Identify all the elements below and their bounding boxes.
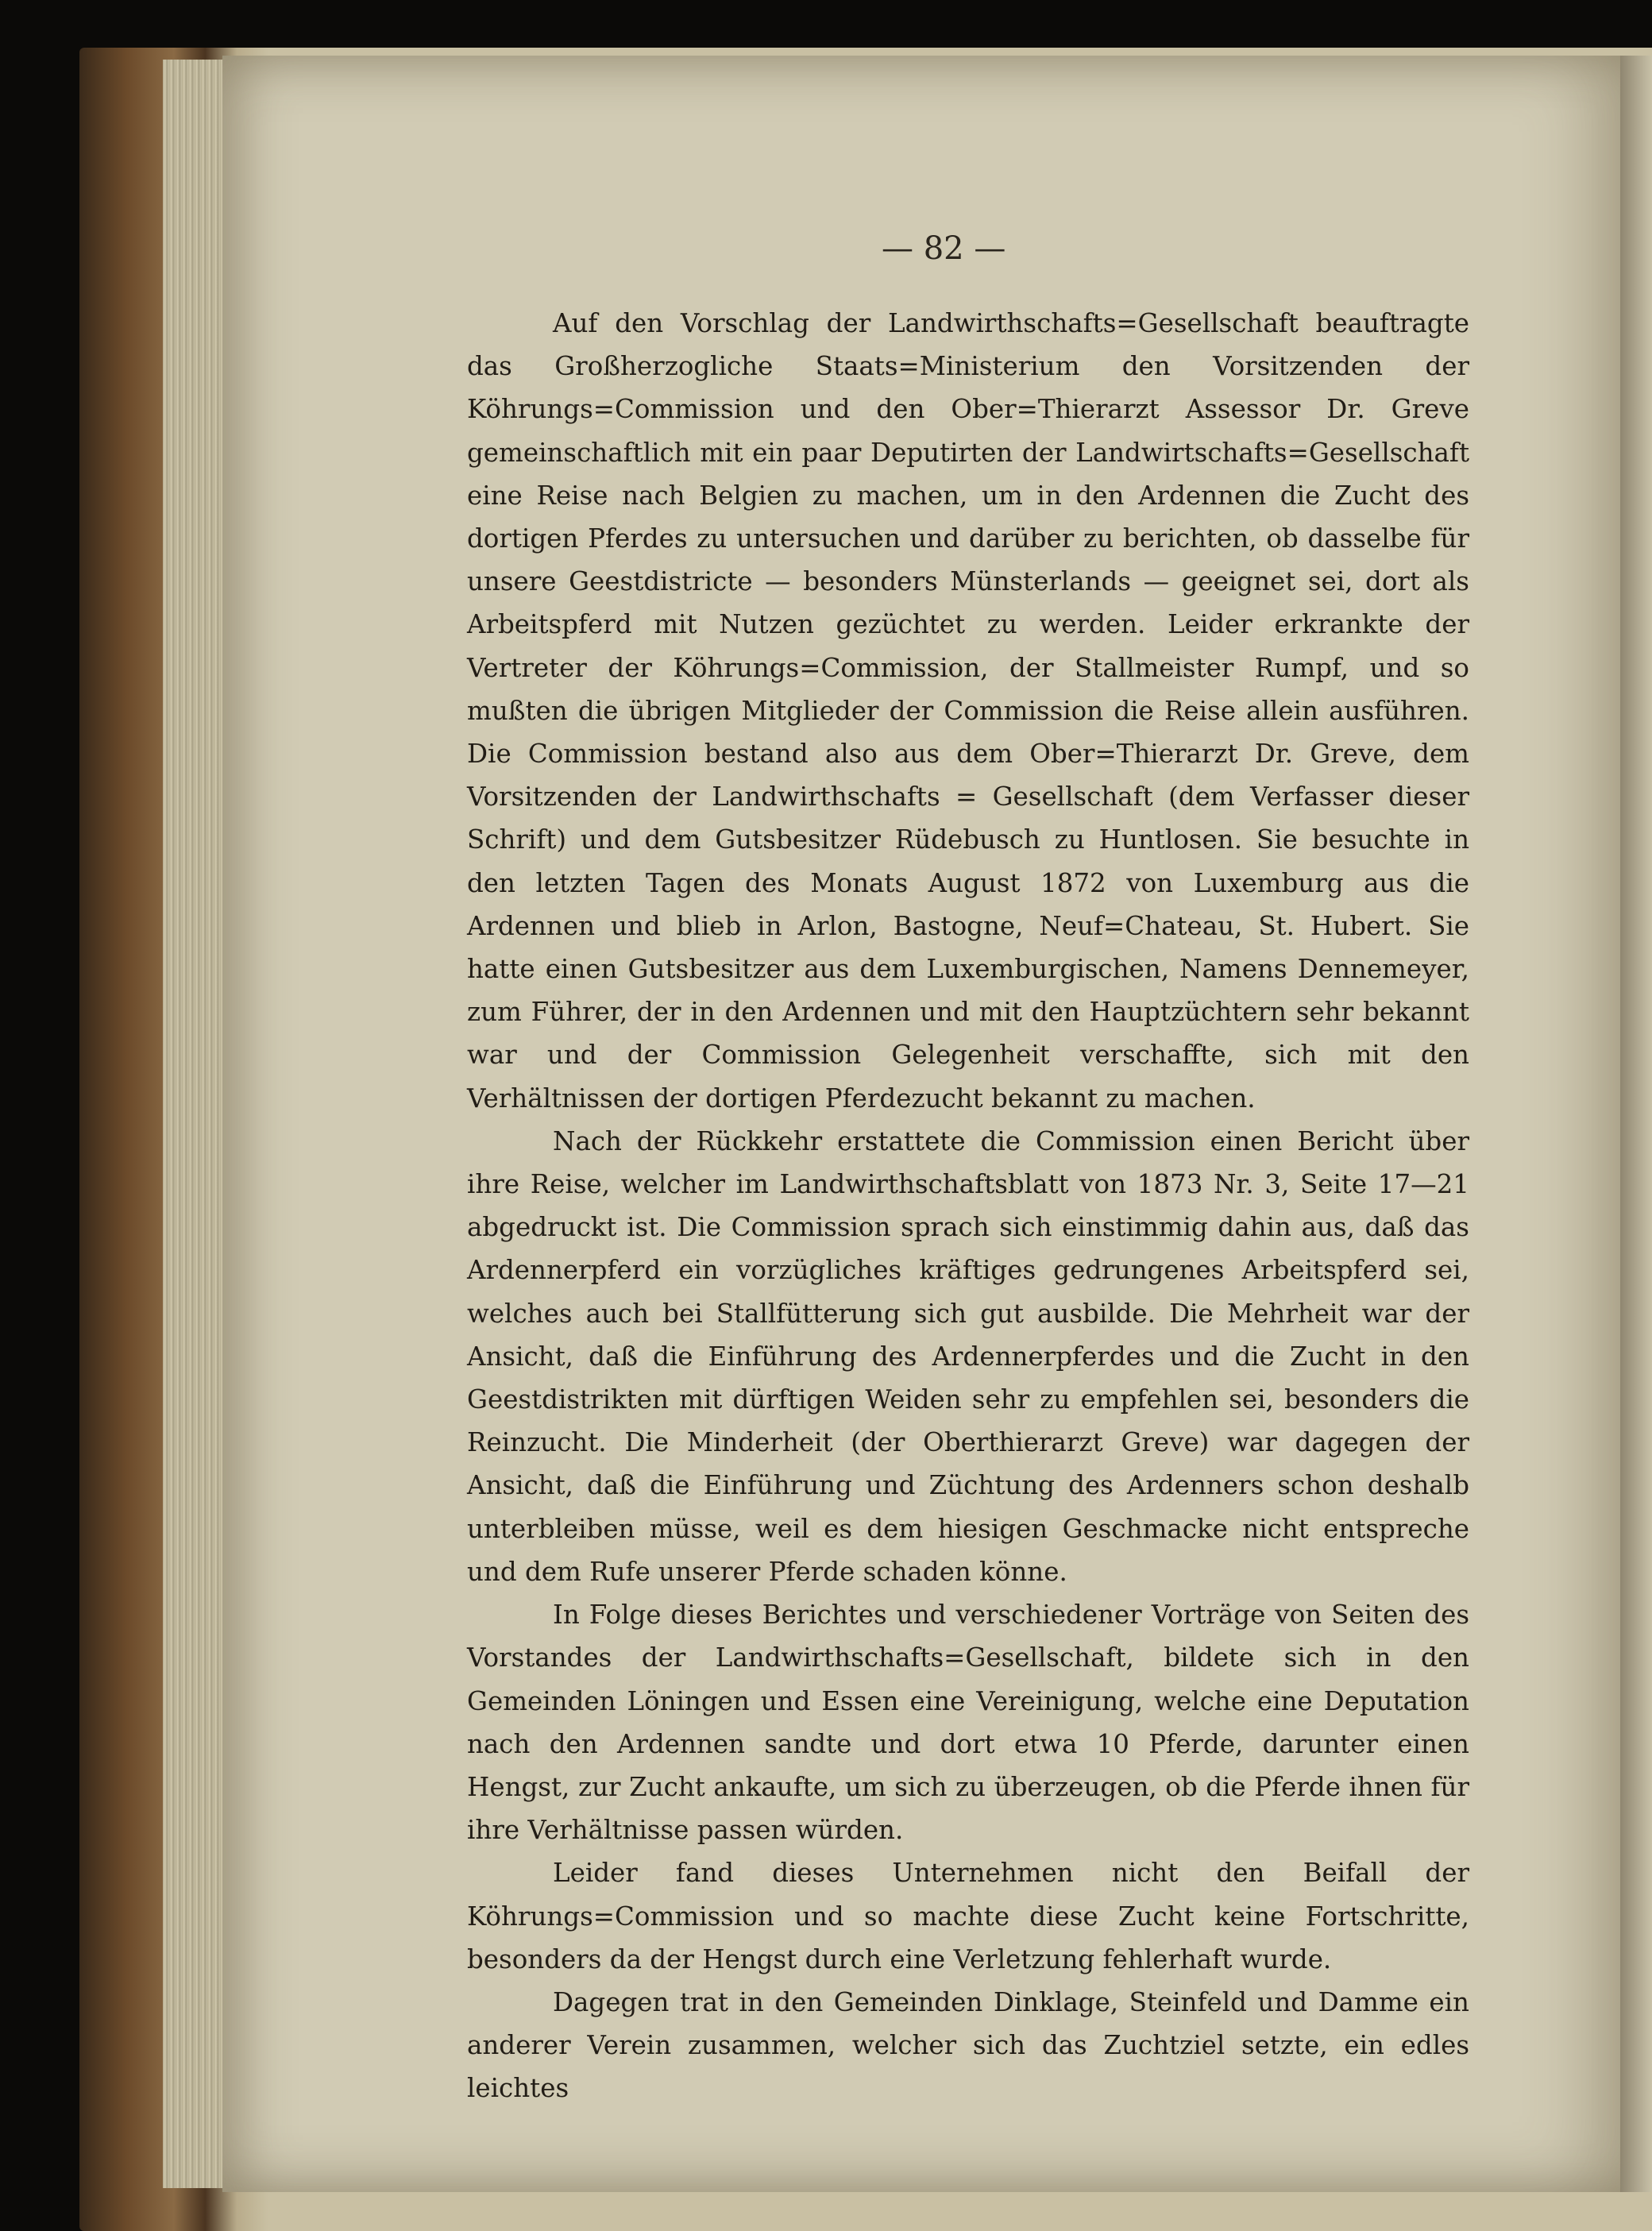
paragraph: Nach der Rückkehr erstattete die Commission einen Bericht über ihre Reise, welcher im Landwirthschaftsblatt von 1873 Nr. 3, Seite 17—21 abgedruckt ist. Die Commission sprach sich einstimmig dahin aus, daß das Ardennerpferd ein vorzügliches kräftiges gedrungenes Arbeitspferd sei, welches auch bei Stallfütterung sich gut ausbilde. Die Mehrheit war der Ansicht, daß die Einführung des Ardennerpferdes und die Zucht in den Geestdistrikten mit dürftigen Weiden sehr zu empfehlen sei, besonders die Reinzucht. Die Minderheit (der Oberthierarzt Greve) war dagegen der Ansicht, daß die Einführung und Züchtung des Ardenners schon deshalb unterbleiben müsse, weil es dem hiesigen Geschmacke nicht entspreche und dem Rufe unserer Pferde schaden könne. <box>467 1125 1469 1587</box>
paragraph: Leider fand dieses Unternehmen nicht den Beifall der Köhrungs=Commission und so machte diese Zucht keine Fortschritte, besonders da der Hengst durch eine Verletzung fehlerhaft wurde. <box>467 1858 1469 1974</box>
page-number: — 82 — <box>882 230 1006 267</box>
paragraph: In Folge dieses Berichtes und verschiedener Vorträge von Seiten des Vorstandes der Landwirthschafts=Gesellschaft, bildete sich in den Gemeinden Löningen und Essen eine Vereinigung, welche eine Deputation nach den Ardennen sandte und dort etwa 10 Pferde, darunter einen Hengst, zur Zucht ankaufte, um sich zu überzeugen, ob die Pferde ihnen für ihre Verhältnisse passen würden. <box>467 1600 1469 1846</box>
paragraph: Auf den Vorschlag der Landwirthschafts=Gesellschaft beauftragte das Großherzogliche Staats=Ministerium den Vorsitzenden der Köhrungs=Commission und den Ober=Thierarzt Assessor Dr. Greve gemeinschaftlich mit ein paar Deputirten der Landwirtschafts=Gesellschaft eine Reise nach Belgien zu machen, um in den Ardennen die Zucht des dortigen Pferdes zu untersuchen und darüber zu berichten, ob dasselbe für unsere Geestdistricte — besonders Münsterlands — geeignet sei, dort als Arbeitspferd mit Nutzen gezüchtet zu werden. Leider erkrankte der Vertreter der Köhrungs=Commission, der Stallmeister Rumpf, und so mußten die übrigen Mitglieder der Commission die Reise allein ausführen. Die Commission bestand also aus dem Ober=Thierarzt Dr. Greve, dem Vorsitzenden der Landwirthschafts = Gesellschaft (dem Verfasser dieser Schrift) und dem Gutsbesitzer Rüdebusch zu Huntlosen. Sie besuchte in den letzten Tagen des Monats August 1872 von Luxemburg aus die Ardennen und blieb in Arlon, Bastogne, Neuf=Chateau, St. Hubert. Sie hatte einen Gutsbesitzer aus dem Luxemburgischen, Namens Dennemeyer, zum Führer, der in den Ardennen und mit den Hauptzüchtern sehr bekannt war und der Commission Gelegenheit verschaffte, sich mit den Verhältnissen der dortigen Pferdezucht bekannt zu machen. <box>467 308 1469 1114</box>
paragraph: Dagegen trat in den Gemeinden Dinklage, Steinfeld und Damme ein anderer Verein zusammen, welcher sich das Zuchtziel setzte, ein edles leichtes <box>467 1986 1469 2104</box>
facing-page-edge <box>1620 56 1652 2192</box>
body-text <box>467 302 1469 2110</box>
